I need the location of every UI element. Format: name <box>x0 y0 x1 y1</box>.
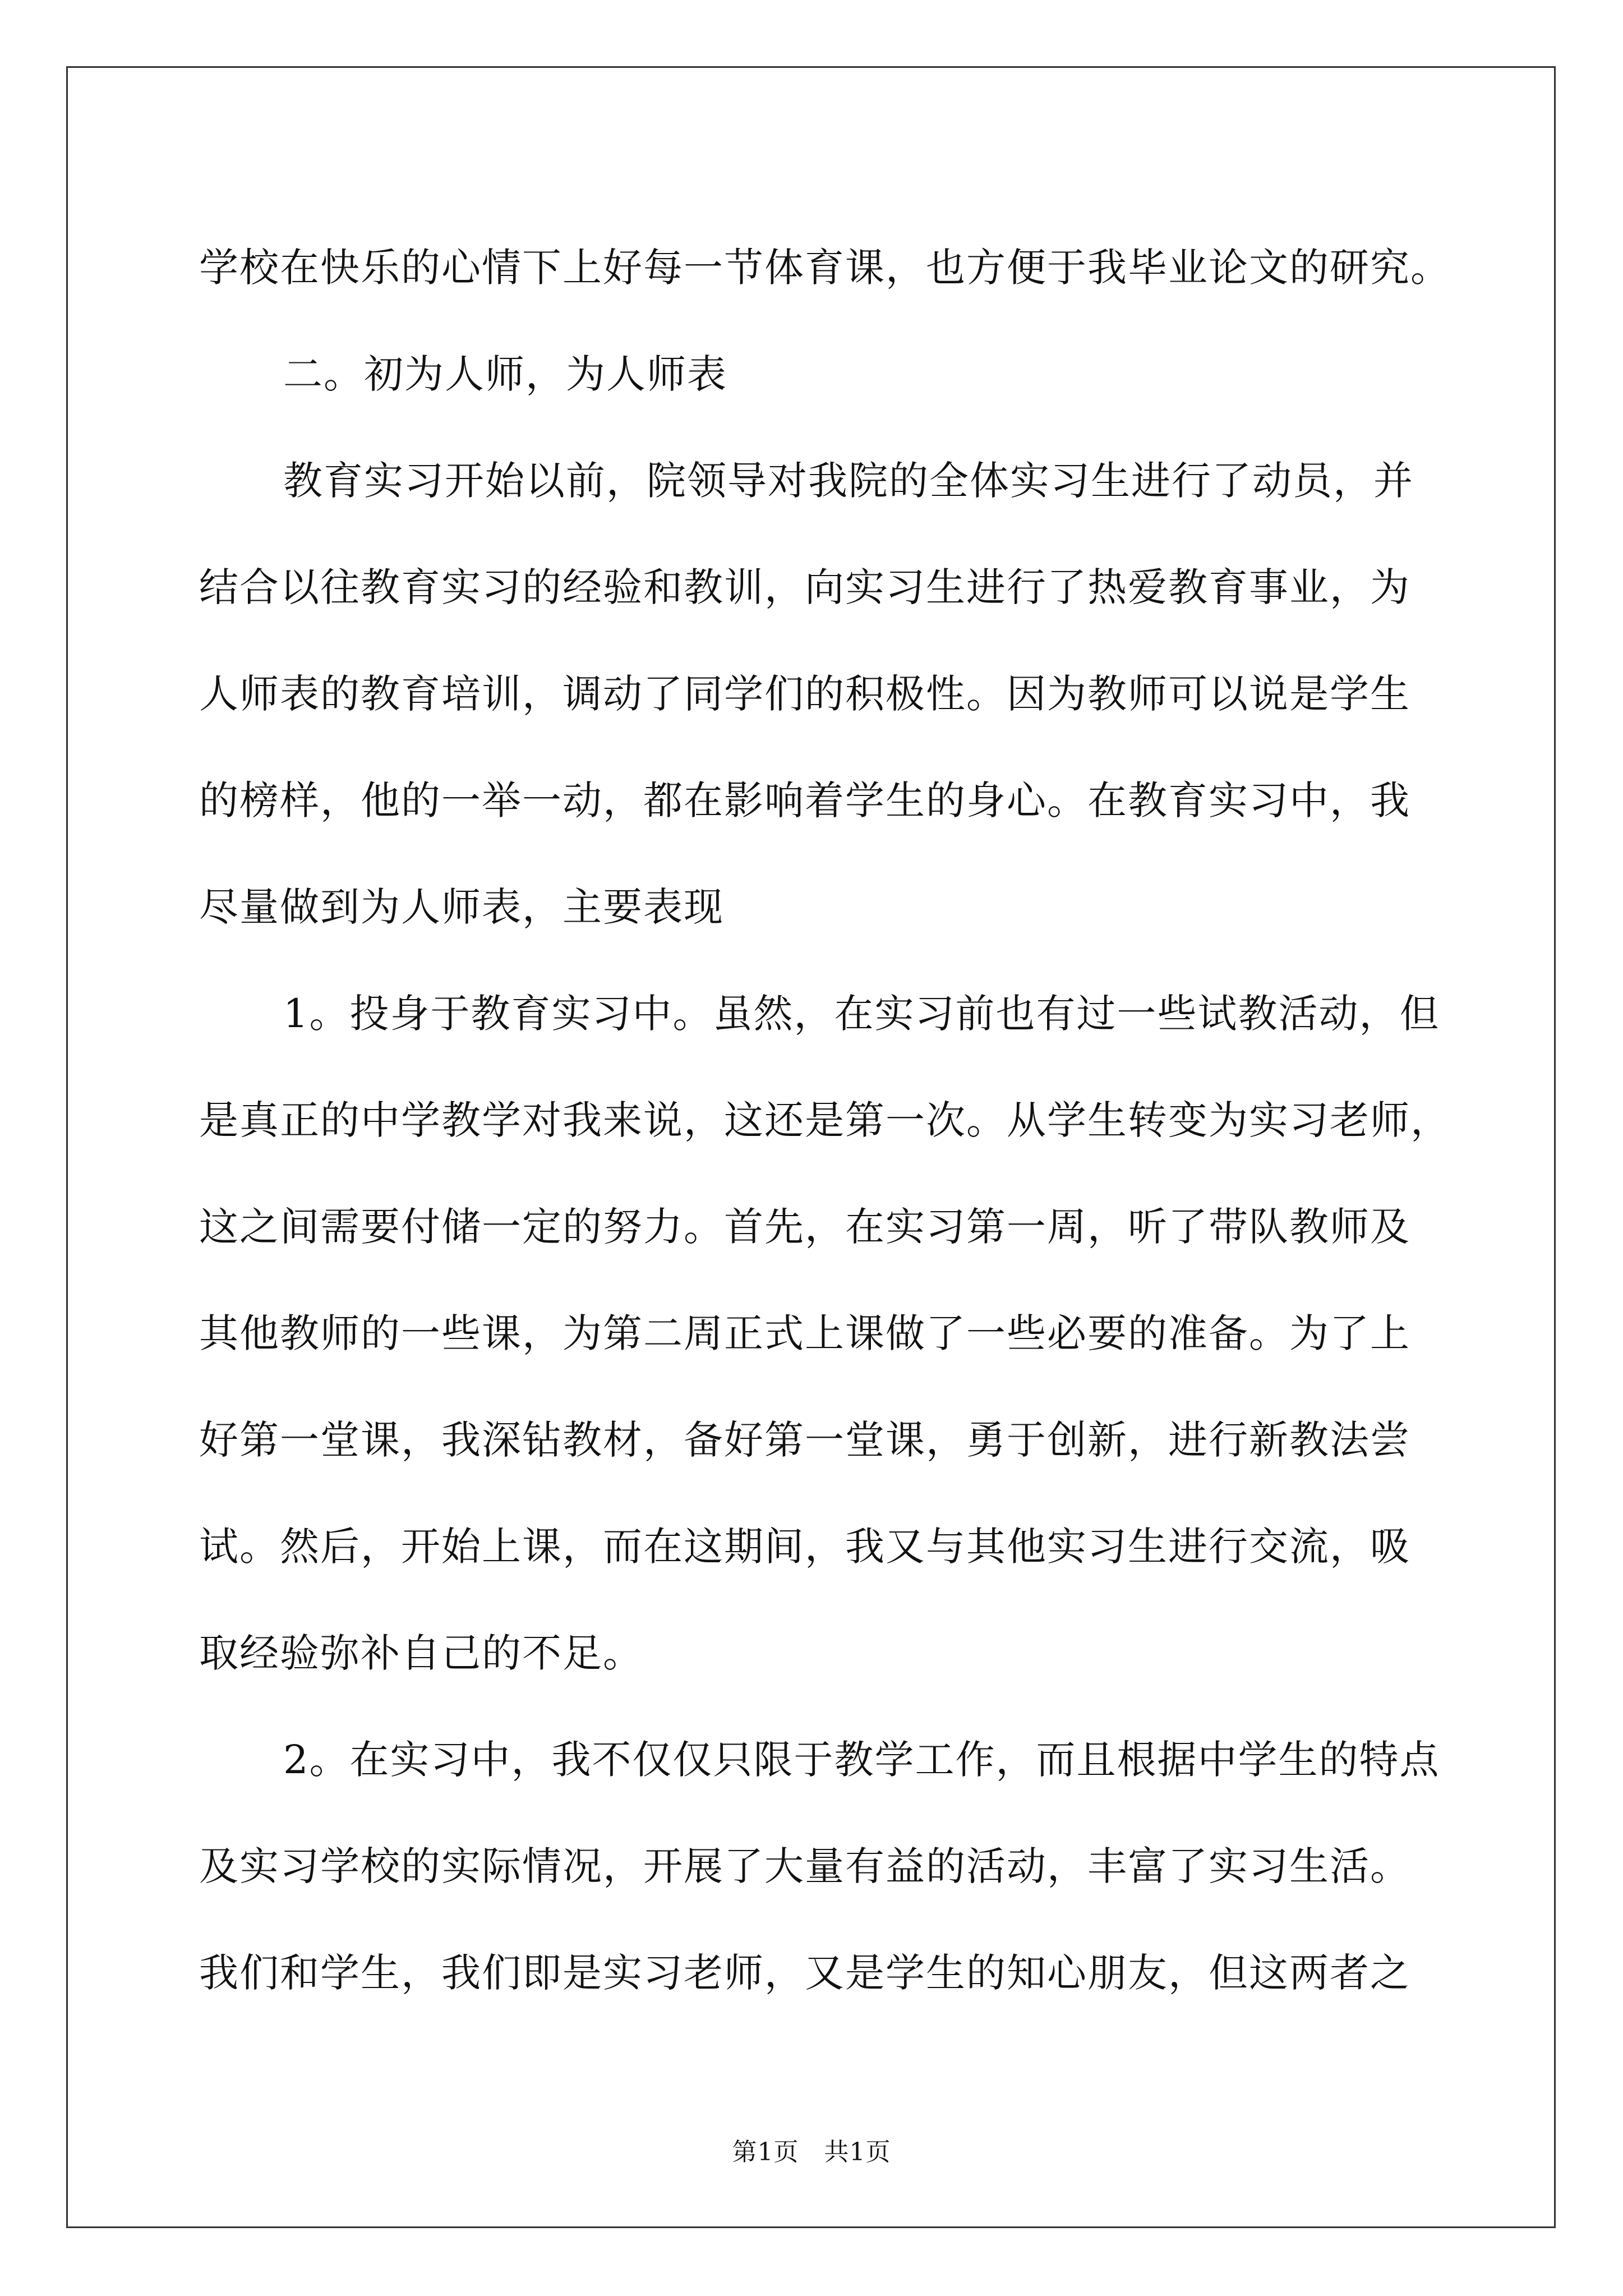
text-line: 及实习学校的实际情况，开展了大量有益的活动，丰富了实习生活。 <box>199 1843 1410 1889</box>
text-line: 的榜样，他的一举一动，都在影响着学生的身心。在教育实习中，我 <box>199 777 1410 823</box>
text-line: 取经验弥补自己的不足。 <box>199 1630 643 1676</box>
text-line: 1。投身于教育实习中。虽然，在实习前也有过一些试教活动，但 <box>283 991 1440 1037</box>
text-line: 试。然后，开始上课，而在这期间，我又与其他实习生进行交流，吸 <box>199 1524 1410 1570</box>
text-line: 尽量做到为人师表，主要表现 <box>199 884 724 930</box>
text-line: 结合以往教育实习的经验和教训，向实习生进行了热爱教育事业，为 <box>199 564 1410 610</box>
text-line: 教育实习开始以前，院领导对我院的全体实习生进行了动员，并 <box>283 458 1414 504</box>
text-line: 我们和学生，我们即是实习老师，又是学生的知心朋友，但这两者之 <box>199 1950 1410 1996</box>
section-heading: 二。初为人师，为人师表 <box>283 351 727 397</box>
page-footer <box>0 2132 1623 2168</box>
text-line: 其他教师的一些课，为第二周正式上课做了一些必要的准备。为了上 <box>199 1310 1410 1356</box>
text-line: 2。在实习中，我不仅仅只限于教学工作，而且根据中学生的特点 <box>283 1737 1440 1783</box>
text-line: 这之间需要付储一定的努力。首先，在实习第一周，听了带队教师及 <box>199 1204 1410 1250</box>
document-body <box>199 214 1451 2026</box>
text-line: 学校在快乐的心情下上好每一节体育课，也方便于我毕业论文的研究。 <box>199 245 1451 291</box>
text-line: 人师表的教育培训，调动了同学们的积极性。因为教师可以说是学生 <box>199 671 1410 717</box>
page-total: 共1页 <box>824 2138 891 2166</box>
text-line: 是真正的中学教学对我来说，这还是第一次。从学生转变为实习老师， <box>199 1097 1451 1143</box>
page-number: 第1页 <box>732 2138 799 2166</box>
text-line: 好第一堂课，我深钻教材，备好第一堂课，勇于创新，进行新教法尝 <box>199 1417 1410 1463</box>
